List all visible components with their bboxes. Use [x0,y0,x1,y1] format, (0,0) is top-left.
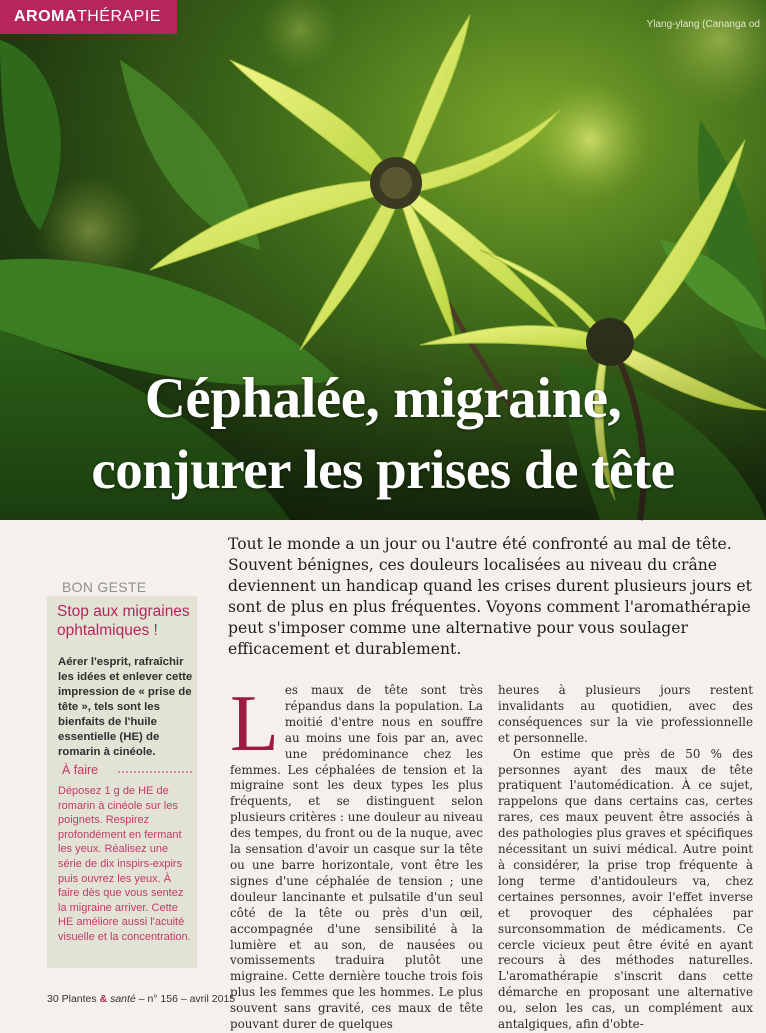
magazine-name-part1: Plantes [61,993,97,1005]
column-2-paragraph-1: heures à plusieurs jours restent invalidants au quotidien, avec des conséquences sur la vie professionnelle et personnelle. [498,683,753,745]
magazine-name-part2: santé [110,993,136,1005]
page-footer [47,993,235,1005]
article-title-line2: conjurer les prises de tête [91,439,675,500]
issue-info: – n° 156 – avril 2015 [138,993,236,1005]
column-2-paragraph-2: On estime que près de 50 % des personnes ayant des maux de tête pratiquent l'automédication. À ce sujet, rappelons que dans certains cas, certes rares, ces maux peuvent être associés à des pathologies plus graves et spécifiques nécessitant un suivi médical. Autre point à considérer, la prise trop fréquente à long terme d'antidouleurs va, chez certaines personnes, avoir l'effet inverse et provoquer des céphalées par surconsommation de médicaments. Ce cercle vicieux peut être évité en ayant recours à des méthodes naturelles. L'aromathérapie s'inscrit dans cette démarche en proposant une alternative ou, selon les cas, un complément aux antalgiques, afin d'obte- [498,746,753,1032]
section-tag-bold: AROMA [14,8,77,25]
article-title-line1: Céphalée, migraine, [144,367,622,430]
sidebar-kicker: BON GESTE [62,579,147,595]
sidebar-body: Aérer l'esprit, rafraîchir les idées et enlever cette impression de « prise de tête », tels sont les bienfaits de l'huile essentielle (HE) de romarin à cinéole. [58,656,193,758]
article-column-1 [230,680,483,1033]
section-tag-rest: THÉRAPIE [76,8,161,25]
dotted-divider [118,771,192,773]
photo-caption: Ylang-ylang (Cananga od [646,19,760,30]
sidebar-subhead: À faire [62,763,99,777]
magazine-ampersand: & [99,993,108,1005]
column-1-paragraph: es maux de tête sont très répandus dans la population. La moitié d'entre nous en souffre au moins une fois par an, avec une prédominance chez les femmes. Les céphalées de tension et la migraine sont les deux types les plus fréquents, et se distinguent selon plusieurs critères : une douleur au niveau des tempes, du front ou de la nuque, avec la sensation d'avoir un casque sur la tête ou une barre horizontale, vont être les signes d'une céphalée de tension ; une douleur lancinante et pulsatile d'un seul côté de la tête ou près d'un œil, accompagnée d'une sensibilité à la lumière et au son, de nausées ou vomissements traduira plutôt une migraine. Cette dernière touche trois fois plus les femmes que les hommes. Le plus souvent sans gravité, ces maux de tête pouvant durer de quelques [230,683,483,1032]
drop-cap: L [230,680,279,768]
sidebar-title: Stop aux migraines ophtalmiques ! [57,603,190,639]
sidebar-tip: Déposez 1 g de HE de romarin à cinéole sur les poignets. Respirez profondément en fermant les yeux. Réalisez une série de dix inspirs-expirs puis ouvrez les yeux. À faire dès que vous sentez la migraine arriver. Cette HE améliore aussi l'acuité visuelle et la concentration. [58,785,191,943]
magazine-name [62,993,136,1005]
section-tag [0,0,177,34]
article-intro: Tout le monde a un jour ou l'autre été confronté au mal de tête. Souvent bénignes, ces douleurs localisées au niveau du crâne deviennent un handicap quand les crises durent plusieurs jours et sont de plus en plus fréquentes. Voyons comment l'aromathérapie peut s'imposer comme une alternative pour vous soulager efficacement et durablement. [228,535,752,658]
page-number: 30 [47,993,59,1005]
article-column-2 [498,683,753,1033]
